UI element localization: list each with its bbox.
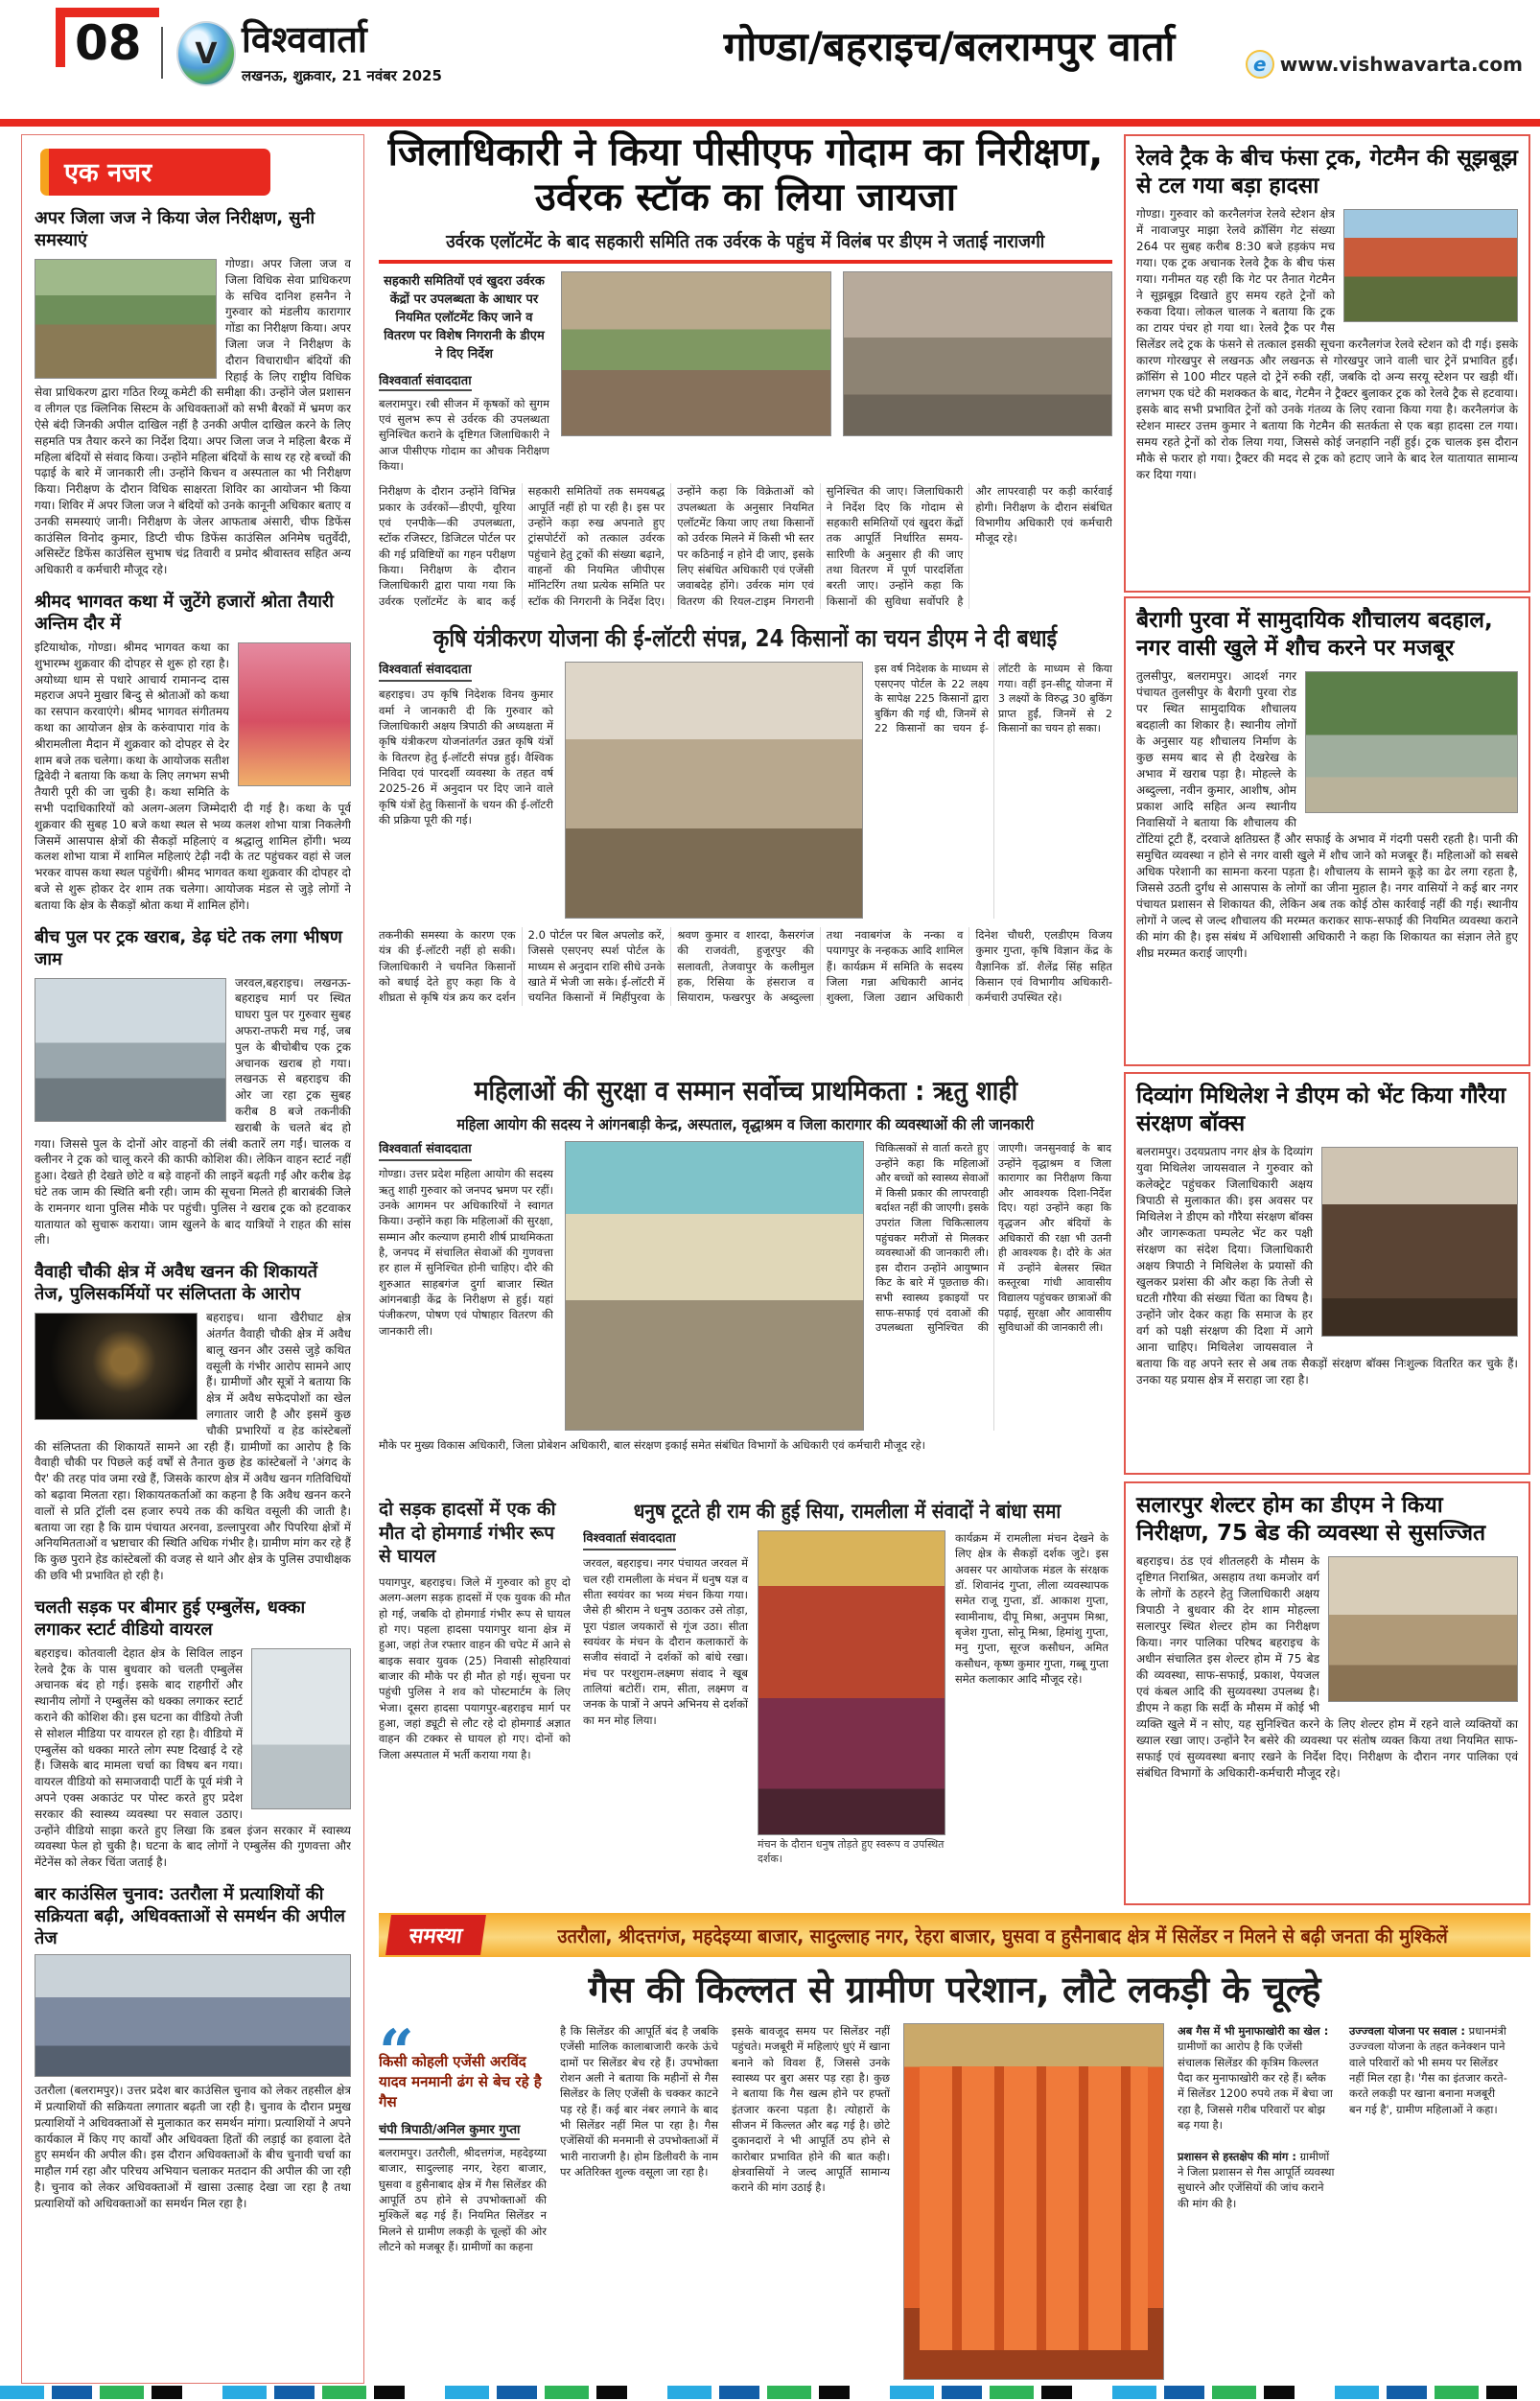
gas-block2-text: ग्रामीणों ने जिला प्रशासन से गैस आपूर्ति व्यवस्था सुधारने और एजेंसियों की जांच कराने की मांग की है।: [1178, 2149, 1335, 2210]
gas-quote: “ किसी कोहली एजेंसी अरविंद यादव मनमानी ढंग से बेच रहे है गैस: [379, 2023, 547, 2112]
paper-name: विश्ववार्ता: [242, 18, 367, 60]
photo-anganwadi-visit: [565, 1141, 864, 1431]
brief-body: इटियाथोक, गोण्डा। श्रीमद भागवत कथा का शुभारम्भ शुक्रवार की दोपहर से शुरू हो रहा है। अयोध्या धाम से पधारे आचार्य रामानन्द दास महराज अपने मुखार बिन्दु से श्रोताओं को कथा का रसपान करवाएंगे। श्रीमद भागवत संगीतमय कथा का आयोजन क्षेत्र के करुंवापारा गांव के श्रीरामलीला मैदान में शुक्रवार को दोपहर से देर शाम बजे तक चलेगा। कथा के आयोजक सतीश द्विवेदी ने बताया कि कथा के लिए लगभग सभी तैयारी पूरी की जा चुकी है। कथा समिति के सभी पदाधिकारियों को अलग-अलग जिम्मेदारी दी गई है। कथा के पूर्व शुक्रवार की सुबह 10 बजे कथा स्थल से भव्य कलश शोभा यात्रा निकलेगी जिसमें आसपास क्षेत्रों की सैकड़ों महिलाएं व श्रद्धालु शामिल होंगी। भव्य कलश शोभा यात्रा में शामिल महिलाएं टेढ़ी नदी के तट पहुंचकर वहां से जल भरकर वापस कथा स्थल पहुंचेंगी। श्रीमद भागवत कथा शुक्रवार की दोपहर दो बजे से शुरू होकर देर शाम तक चलेगा। आयोजक मंडल से जुड़े लोगों ने बताया कि क्षेत्र के सैकड़ों श्रोता कथा में शामिल होंगे।: [35, 641, 351, 912]
brief-bar-council: [35, 1883, 351, 2211]
photo-elottery-meeting: [565, 662, 863, 919]
page-number: 08: [56, 8, 159, 67]
brief-body: बहराइच। कोतवाली देहात क्षेत्र के सिविल लाइन रेलवे ट्रैक के पास बुधवार को चलती एम्बुलेंस अचानक बंद हो गई। इसके बाद राहगीरों और स्थानीय लोगों ने एम्बुलेंस को धक्का लगाकर स्टार्ट कराने की कोशिश की। इस घटना का वीडियो तेजी से सोशल मीडिया पर वायरल हो रहा है। वीडियो में एम्बुलेंस को धक्का मारते लोग स्पष्ट दिखाई दे रहे हैं। जिसके बाद मामला चर्चा का विषय बन गया। वायरल वीडियो को समाजवादी पार्टी के पूर्व मंत्री ने अपने एक्स अकाउंट पर पोस्ट करते हुए प्रदेश सरकार की स्वास्थ्य व्यवस्था पर सवाल उठाए। उन्होंने वीडियो साझा करते हुए लिखा कि डबल इंजन सरकार में स्वास्थ्य व्यवस्था फेल हो चुकी है। घटना के बाद लोगों ने एम्बुलेंस की गुणवत्ता और मेंटेनेंस को लेकर चिंता जताई है।: [35, 1645, 351, 1870]
railway-article: [1124, 134, 1530, 593]
mahila-right-columns: चिकित्सकों से वार्ता करते हुए उन्होंने कहा कि महिलाओं और बच्चों को स्वास्थ्य सेवाओं में किसी प्रकार की लापरवाही बर्दाश्त नहीं की जाएगी। इसके उपरांत जिला चिकित्सालय पहुंचकर मरीजों से मिलकर व्यवस्थाओं की जानकारी ली। इस दौरान उन्होंने आयुष्मान किट के बारे में पूछताछ की। सभी स्वास्थ्य इकाइयों पर साफ-सफाई एवं दवाओं की उपलब्धता सुनिश्चित की जाएगी। जनसुनवाई के बाद उन्होंने वृद्धाश्रम व जिला कारागार का निरीक्षण किया और आवश्यक दिशा-निर्देश दिए। यहां उन्होंने कहा कि वृद्धजन और बंदियों के अधिकारों की रक्षा भी उतनी ही आवश्यक है। दौरे के अंत में उन्होंने बेलसर स्थित कस्तूरबा गांधी आवासीय विद्यालय पहुंचकर छात्राओं की पढ़ाई, सुरक्षा और आवासीय सुविधाओं की जानकारी ली।: [875, 1142, 1111, 1335]
mahila-col1: गोण्डा। उत्तर प्रदेश महिला आयोग की सदस्य ऋतु शाही गुरुवार को जनपद भ्रमण पर रहीं। उनके आगमन पर अधिकारियों ने स्वागत किया। उन्होंने कहा कि महिलाओं की सुरक्षा, सम्मान और कल्याण हमारी शीर्ष प्राथमिकता है, जनपद में संचालित सेवाओं की गुणवत्ता हर हाल में सुनिश्चित होनी चाहिए। दौरे की शुरुआत साहबगंज दुर्गा बाजार स्थित आंगनबाड़ी केंद्र के निरीक्षण से हुई। यहां पंजीकरण, पोषण एवं पोषाहार वितरण की जानकारी ली।: [379, 1167, 553, 1338]
website-url: www.vishwavarta.com: [1279, 53, 1523, 76]
brief-heading: बार काउंसिल चुनाव: उतरौला में प्रत्याशियों की सक्रियता बढ़ी, अधिवक्ताओं से समर्थन की अपील तेज: [35, 1884, 345, 1949]
samasya-label: समस्या: [385, 1915, 486, 1955]
lead-intro: बलरामपुर। रबी सीजन में कृषकों को सुगम एवं सुलभ रूप से उर्वरक की उपलब्धता सुनिश्चित कराने के दृष्टिगत जिलाधिकारी ने आज पीसीएफ गोदाम का औचक निरीक्षण किया।: [379, 396, 549, 473]
brief-bridge-jam: [35, 926, 351, 1249]
mahila-byline: विश्ववार्ता संवाददाता: [379, 1141, 472, 1161]
shelter-headline: सलारपुर शेल्टर होम का डीएम ने किया निरीक्षण, 75 बेड की व्यवस्था से सुसज्जित: [1136, 1493, 1486, 1546]
gas-byline: चंपी त्रिपाठी/अनिल कुमार गुप्ता: [379, 2120, 520, 2140]
photo-shelter-home: [1328, 1556, 1518, 1702]
photo-jail-inspection: [35, 259, 217, 379]
ek-najar-column: [21, 134, 364, 2384]
edition-title: गोण्डा/बहराइच/बलरामपुर वार्ता: [723, 23, 1176, 70]
mahila-subhead: महिला आयोग की सदस्य ने आंगनबाड़ी केन्द्र, अस्पताल, वृद्धाश्रम व जिला कारागार की व्यवस्थाओं की ली जानकारी: [456, 1115, 1035, 1133]
accidents-body: पयागपुर, बहराइच। जिले में गुरुवार को हुए दो अलग-अलग सड़क हादसों में एक युवक की मौत हो गई, जबकि दो होमगार्ड गंभीर रूप से घायल हो गए। पहला हादसा पयागपुर थाना क्षेत्र में हुआ, जहां तेज रफ्तार वाहन की चपेट में आने से बाइक सवार युवक (25) निवासी सोहरियावां बाजार की मौके पर ही मौत हो गई। सूचना पर पहुंची पुलिस ने शव को पोस्टमार्टम के लिए भेजा। दूसरा हादसा पयागपुर-बहराइच मार्ग पर हुआ, जहां ड्यूटी से लौट रहे दो होमगार्ड अज्ञात वाहन की टक्कर से घायल हो गए। दोनों को जिला अस्पताल में भर्ती कराया गया है।: [379, 1575, 571, 1761]
shelter-article: [1124, 1481, 1530, 1905]
brief-heading: बीच पुल पर ट्रक खराब, डेढ़ घंटे तक लगा भीषण जाम: [35, 926, 342, 969]
divyang-headline: दिव्यांग मिथिलेश ने डीएम को भेंट किया गौरैया संरक्षण बॉक्स: [1136, 1084, 1506, 1136]
krishi-first-column: [379, 662, 553, 919]
brief-body: गोण्डा। अपर जिला जज व जिला विधिक सेवा प्राधिकरण के सचिव दानिश हसनैन ने गुरुवार को मंडलीय कारागार गोंडा का निरीक्षण किया। अपर जिला जज ने निरीक्षण के दौरान विचाराधीन बंदियों की रिहाई के लिए राष्ट्रीय विधिक सेवा प्राधिकरण द्वारा गठित रिव्यू कमेटी की समीक्षा की। उन्होंने जेल प्रशासन व लीगल एड क्लिनिक सिस्टम के अधिवक्ताओं को सभी बैरकों में भ्रमण कर ऐसे बंदी जिनकी अपील दाखिल नहीं है उनकी अपील दाखिल करने के लिए सहमति पत्र तैयार करने का निर्देश दिया। अपर जिला जज ने महिला बैरक में महिला बंदियों से संवाद किया। उन्होंने महिला बंदियों के साथ रह रहे बच्चों की पढ़ाई के बारे में जानकारी ली। उन्होंने किचन व अस्पताल का भी निरीक्षण किया। निरीक्षण के दौरान विधिक साक्षरता शिविर का आयोजन भी किया गया। शिविर में अपर जिला जज ने बंदियों को उनके कानूनी अधिकार बताए व उनकी समस्याएं जानी। निरीक्षण के जेलर आफताब अंसारी, चीफ डिफेंस काउंसिल विनोद कुमार, डिप्टी चीफ डिफेंस काउंसिल अनिमेष चतुर्वेदी, असिस्टेंट डिफेंस काउंसिल सुभाष चंद्र तिवारी व प्रमोद श्रीवास्तव सहित अन्य अधिकारी व कर्मचारी मौजूद रहे।: [35, 257, 351, 577]
ramleela-body-1: जरवल, बहराइच। नगर पंचायत जरवल में चल रही रामलीला के मंचन में धनुष यज्ञ व सीता स्वयंवर का भव्य मंचन किया गया। जैसे ही श्रीराम ने धनुष उठाकर उसे तोड़ा, पूरा पंडाल जयकारों से गूंज उठा। सीता स्वयंवर के मंचन के दौरान कलाकारों के सजीव संवादों ने दर्शकों को बांधे रखा। मंच पर परशुराम-लक्ष्मण संवाद ने खूब तालियां बटोरीं। राम, सीता, लक्ष्मण व जनक के पात्रों ने अपने अभिनय से दर्शकों का मन मोह लिया।: [583, 1556, 748, 1727]
gas-headline: गैस की किल्लत से ग्रामीण परेशान, लौटे लकड़ी के चूल्हे: [588, 1969, 1321, 2011]
gas-quote-column: [379, 2023, 547, 2380]
ramleela-body-2: कार्यक्रम में रामलीला मंचन देखने के लिए क्षेत्र के सैकड़ों दर्शक जुटे। इस अवसर पर आयोजक मंडल के संरक्षक डॉ. शिवानंद गुप्ता, लीला व्यवस्थापक समेत राजू गुप्ता, डॉ. आकाश गुप्ता, स्वामीनाथ, दीपू मिश्रा, अनुपम मिश्रा, बृजेश गुप्ता, सोनू मिश्रा, हिमांशु गुप्ता, मनु गुप्ता, सूरज कसौधन, अमित कसौधन, कृष्ण कुमार गुप्ता, गब्बू गुप्ता समेत कलाकार आदि मौजूद रहे।: [955, 1531, 1108, 1686]
samasya-band: [379, 1913, 1530, 1957]
krishi-headline: कृषि यंत्रीकरण योजना की ई-लॉटरी संपन्न, 24 किसानों का चयन डीएम ने दी बधाई: [433, 624, 1058, 652]
brief-heading: श्रीमद भागवत कथा में जुटेंगे हजारों श्रोता तैयारी अन्तिम दौर में: [35, 592, 334, 635]
mahila-headline: महिलाओं की सुरक्षा व सम्मान सर्वोच्च प्राथमिकता : ऋतु शाही: [474, 1075, 1017, 1107]
gas-col2: है कि सिलेंडर की आपूर्ति बंद है जबकि एजेंसी मालिक कालाबाजारी करके ऊंचे दामों पर सिलेंडर बेच रहे हैं। उपभोक्ता रोशन अली ने बताया कि महीनों से गैस सिलेंडर के लिए एजेंसी के चक्कर काटने पड़ रहे हैं। कई बार नंबर लगाने के बाद भी सिलेंडर नहीं मिल पा रहा है। गैस एजेंसियों की मनमानी से उपभोक्ताओं में भारी नाराजगी है। होम डिलीवरी के नाम पर अतिरिक्त शुल्क वसूला जा रहा है।: [560, 2024, 718, 2179]
gas-col1: बलरामपुर। उतरौली, श्रीदत्तगंज, महदेइय्या बाजार, सादुल्लाह नगर, रेहरा बाजार, घुसवा व हुसैनाबाद क्षेत्र में गैस सिलेंडर की आपूर्ति ठप होने से उपभोक्ताओं की मुश्किलें बढ़ गई हैं। नियमित सिलेंडर न मिलने से ग्रामीण लकड़ी के चूल्हों की ओर लौटने को मजबूर हैं। ग्रामीणों का कहना: [379, 2146, 547, 2253]
brief-illegal-mining: [35, 1261, 351, 1584]
brief-body: उतरौला (बलरामपुर)। उत्तर प्रदेश बार काउंसिल चुनाव को लेकर तहसील क्षेत्र में प्रत्याशियों की सक्रियता लगातार बढ़ती जा रही है। चुनाव के दौरान प्रमुख प्रत्याशियों ने अधिवक्ताओं से मुलाकात कर समर्थन मांगा। प्रत्याशियों ने अपने कार्यकाल में किए गए कार्यों और अधिवक्ता हितों की लड़ाई का हवाला देते हुए समर्थन की अपील की। इस दौरान अधिवक्ताओं के बीच चुनावी चर्चा का माहौल गर्म रहा और परिचय अभियान चलाकर मतदान की अपील की जा रही है। चुनाव को लेकर अधिवक्ताओं में खासा उत्साह देखा जा रहा है तथा प्रत्याशियों को अधिवक्ताओं का समर्थन मिल रहा है।: [35, 2084, 351, 2210]
ramleela-left-column: [583, 1530, 748, 1866]
photo-bridge-truck: [35, 978, 226, 1122]
lead-first-column: [379, 271, 549, 474]
header-divider: [161, 27, 163, 79]
gas-block2-label: प्रशासन से हस्तक्षेप की मांग :: [1178, 2149, 1296, 2163]
accidents-headline: दो सड़क हादसों में एक की मौत दो होमगार्ड गंभीर रूप से घायल: [379, 1499, 556, 1568]
website: [1246, 50, 1523, 79]
mahila-article: [379, 1072, 1112, 1492]
bairagi-article: [1124, 596, 1530, 1066]
photo-ramleela-stage: [758, 1530, 945, 1835]
ramleela-photo-block: [758, 1530, 945, 1866]
photo-night-mining: [35, 1313, 198, 1420]
footer-color-strip: [0, 2386, 1540, 2399]
samasya-text: उतरौला, श्रीदत्तगंज, महदेइय्या बाजार, सादुल्लाह नगर, रेहरा बाजार, घुसवा व हुसैनाबाद क्षेत्र में सिलेंडर न मिलने से बढ़ी जनता की मुश्किलें: [556, 1923, 1448, 1947]
divyang-body: बलरामपुर। उदयप्रताप नगर क्षेत्र के दिव्यांग युवा मिथिलेश जायसवाल ने गुरुवार को कलेक्ट्रेट पहुंचकर जिलाधिकारी अक्षय त्रिपाठी से मुलाकात की। इस अवसर पर मिथिलेश ने डीएम को गौरैया संरक्षण बॉक्स और जागरूकता पम्पलेट भेंट कर पक्षी संरक्षण का संदेश दिया। जिलाधिकारी अक्षय त्रिपाठी ने मिथिलेश के प्रयासों की खुलकर प्रशंसा की और कहा कि तेजी से घटती गौरैया की संख्या चिंता का विषय है। उन्होंने जोर देकर कहा कि समाज के हर वर्ग को पक्षी संरक्षण की दिशा में आगे आना चाहिए। मिथिलेश जायसवाल ने बताया कि वह अपने स्तर से अब तक सैकड़ों संरक्षण बॉक्स निःशुल्क वितरित कर चुके हैं। उनका यह प्रयास क्षेत्र में सराहा जा रहा है।: [1136, 1144, 1518, 1387]
bairagi-headline: बैरागी पुरवा में सामुदायिक शौचालय बदहाल, नगर वासी खुले में शौच करने पर मजबूर: [1136, 608, 1493, 661]
bairagi-body: तुलसीपुर, बलरामपुर। आदर्श नगर पंचायत तुलसीपुर के बैरागी पुरवा रोड पर स्थित सामुदायिक शौचालय बदहाली का शिकार है। स्थानीय लोगों के अनुसार यह शौचालय निर्माण के कुछ समय बाद से ही देखरेख के अभाव में खराब पड़ा है। मोहल्ले के अब्दुल्ला, नवीन कुमार, आशीष, ओम प्रकाश आदि सहित अन्य स्थानीय निवासियों ने बताया कि शौचालय की टोंटियां टूटी हैं, दरवाजे क्षतिग्रस्त हैं और सफाई के अभाव में गंदगी पसरी रहती है। पानी की समुचित व्यवस्था न होने से नगर वासी खुले में शौच जाने को मजबूर हैं। महिलाओं को सबसे अधिक परेशानी का सामना करना पड़ता है। शौचालय के सामने कूड़े का ढेर लगा रहता है, जिससे उठती दुर्गंध से आसपास के लोगों का जीना मुहाल है। नगर वासियों ने कई बार नगर पंचायत प्रशासन से शिकायत की, लेकिन अब तक कोई ठोस कार्रवाई नहीं की गई। स्थानीय लोगों ने जल्द से जल्द शौचालय की मरम्मत कराकर साफ-सफाई की नियमित व्यवस्था कराने की मांग की है। इस संबंध में अधिशासी अधिकारी ने कहा कि शिकायत का संज्ञान लेते हुए शीघ्र मरम्मत कराई जाएगी।: [1136, 668, 1518, 961]
ramleela-article: [583, 1498, 1112, 1907]
brief-heading: अपर जिला जज ने किया जेल निरीक्षण, सुनी समस्याएं: [35, 208, 315, 251]
photo-gas-cylinders: [903, 2023, 1164, 2380]
gas-block1-label: अब गैस में भी मुनाफाखोरी का खेल :: [1178, 2024, 1329, 2038]
gas-article: [379, 1964, 1530, 2382]
lead-subhead: उर्वरक एलॉटमेंट के बाद सहकारी समिति तक उर्वरक के पहुंच में विलंब पर डीएम ने जताई नाराजगी: [446, 231, 1045, 253]
photo-godown-inspection-1: [561, 271, 831, 436]
brief-heading: वैवाही चौकी क्षेत्र में अवैध खनन की शिकायतें तेज, पुलिसकर्मियों पर संलिप्तता के आरोप: [35, 1262, 318, 1305]
gas-col3: इसके बावजूद समय पर सिलेंडर नहीं पहुंचते। मजबूरी में महिलाएं धुएं में खाना बनाने को विवश हैं, जिससे उनके स्वास्थ्य पर बुरा असर पड़ रहा है। कुछ ने बताया कि गैस खत्म होने पर हफ्तों इंतजार करना पड़ता है। त्योहारों के सीजन में किल्लत और बढ़ गई है। छोटे दुकानदारों ने भी आपूर्ति ठप होने से कारोबार प्रभावित होने की बात कही। क्षेत्रवासियों ने जल्द आपूर्ति सामान्य कराने की मांग उठाई है।: [732, 2024, 890, 2195]
ek-najar-badge: एक नजर: [40, 149, 270, 196]
brief-body: बहराइच। थाना खैरीघाट क्षेत्र अंतर्गत वैवाही चौकी क्षेत्र में अवैध बालू खनन और उससे जुड़े कथित वसूली के गंभीर आरोप सामने आए हैं। ग्रामीणों और सूत्रों ने बताया कि क्षेत्र में अवैध सफेदपोशों का खेल लगातार जारी है और इसमें कुछ चौकी प्रभारियों व हेड कांस्टेबलों की संलिप्तता की शिकायतें सामने आ रही हैं। ग्रामीणों का आरोप है कि वैवाही चौकी पर पिछले कई वर्षों से तैनात कुछ हेड कांस्टेबलों ने 'अंगद के पैर' की तरह पांव जमा रखे हैं, जिसके कारण क्षेत्र में अवैध खनन गतिविधियों को बढ़ावा मिलता रहा। शिकायतकर्ताओं का कहना है कि अवैध खनन करने वालों से प्रति ट्रॉली दस हजार रुपये तक की कथित वसूली की जाती है। बताया जा रहा है कि ग्राम पंचायत अरनवा, डल्लापुरवा और पिपरिया क्षेत्रों में अनियमितताओं व भ्रष्टाचार की स्थिति अधिक गंभीर है। ग्रामीण मांग कर रहे हैं कि कुछ पुराने हेड कांस्टेबलों की वजह से थाने और क्षेत्र के पुलिस उपाधीक्षक की छवि भी प्रभावित हो रही है।: [35, 1311, 351, 1583]
krishi-bottom-columns: तकनीकी समस्या के कारण एक यंत्र की ई-लॉटरी नहीं हो सकी। जिलाधिकारी ने चयनित किसानों को बधाई देते हुए कहा कि वे शीघ्रता से कृषि यंत्र क्रय कर दर्शन 2.0 पोर्टल पर बिल अपलोड करें, जिससे एसएनए स्पर्श पोर्टल के माध्यम से अनुदान राशि सीधे उनके खाते में भेजी जा सके। ई-लॉटरी में चयनित किसानों में मिहींपुरवा के श्रवण कुमार व शारदा, कैसरगंज की राजवंती, हुजूरपुर की सलावती, तेजवापुर के कलीमुल हक, रिसिया के हंसराज व सियाराम, फखरपुर के अब्दुल्ला तथा नवाबगंज के नन्का व पयागपुर के नन्हकऊ आदि शामिल हैं। कार्यक्रम में समिति के सदस्य जिला गन्ना अधिकारी आनंद शुक्ला, जिला उद्यान अधिकारी दिनेश चौधरी, एलडीएम विजय कुमार गुप्ता, कृषि विज्ञान केंद्र के वैज्ञानिक डॉ. शैलेंद्र सिंह सहित किसान एवं विभागीय अधिकारी-कर्मचारी उपस्थित रहे।: [379, 928, 1112, 1005]
krishi-byline: विश्ववार्ता संवाददाता: [379, 662, 472, 682]
photo-sparrow-box-gift: [1321, 1147, 1518, 1337]
subhead-rule: [379, 260, 1112, 264]
accidents-article: [379, 1498, 571, 1907]
lead-body: निरीक्षण के दौरान उन्होंने विभिन्न प्रकार के उर्वरकों—डीएपी, यूरिया एवं एनपीके—की उपलब्धता, स्टॉक रजिस्टर, डिजिटल पोर्टल पर की गई प्रविष्टियों का गहन परीक्षण किया। निरीक्षण के दौरान जिलाधिकारी द्वारा पाया गया कि उर्वरक एलॉटमेंट के बाद कई सहकारी समितियों तक समयबद्ध आपूर्ति नहीं हो पा रही है। इस पर उन्होंने कड़ा रुख अपनाते हुए ट्रांसपोर्टरों को तत्काल उर्वरक पहुंचाने हेतु ट्रकों की संख्या बढ़ाने, वाहनों की नियमित जीपीएस मॉनिटरिंग तथा प्रत्येक समिति पर स्टॉक की निगरानी के निर्देश दिए। उन्होंने कहा कि विक्रेताओं को उपलब्धता के अनुसार नियमित एलॉटमेंट किया जाए तथा किसानों को उर्वरक मिलने में किसी भी स्तर पर कठिनाई न होने दी जाए, इसके लिए संबंधित अधिकारी एवं एजेंसी जवाबदेह होंगे। उर्वरक मांग एवं वितरण की रियल-टाइम निगरानी सुनिश्चित की जाए। जिलाधिकारी ने निर्देश दिए कि गोदाम से सहकारी समितियों एवं खुदरा केंद्रों तक आपूर्ति निर्धारित समय-सारिणी के अनुसार ही की जाए तथा वितरण में पूर्ण पारदर्शिता बरती जाए। उन्होंने कहा कि किसानों की सुविधा सर्वोपरि है और लापरवाही पर कड़ी कार्रवाई होगी। निरीक्षण के दौरान संबंधित विभागीय अधिकारी एवं कर्मचारी मौजूद रहे।: [379, 484, 1112, 608]
mahila-first-column: [379, 1141, 553, 1431]
photo-godown-inspection-2: [843, 271, 1113, 436]
railway-headline: रेलवे ट्रैक के बीच फंसा ट्रक, गेटमैन की सूझबूझ से टल गया बड़ा हादसा: [1136, 146, 1518, 198]
lead-article: [379, 130, 1112, 615]
masthead: [242, 18, 442, 85]
ramleela-byline: विश्ववार्ता संवाददाता: [583, 1530, 676, 1550]
divyang-article: [1124, 1072, 1530, 1475]
krishi-article: [379, 621, 1112, 1067]
photo-advocates-group: [35, 1954, 351, 2077]
brief-bhagwat-katha: [35, 591, 351, 914]
dateline: लखनऊ, शुक्रवार, 21 नवंबर 2025: [242, 67, 442, 84]
gas-block1-text: ग्रामीणों का आरोप है कि एजेंसी संचालक सिलेंडर की कृत्रिम किल्लत पैदा कर मुनाफाखोरी कर रहे हैं। ब्लैक में सिलेंडर 1200 रुपये तक में बेचा जा रहा है, जिससे गरीब परिवारों पर बोझ बढ़ गया है।: [1178, 2040, 1333, 2132]
railway-body: गोण्डा। गुरुवार को करनैलगंज रेलवे स्टेशन क्षेत्र में नावाजपुर माझा रेलवे क्रॉसिंग गेट संख्या 264 पर सुबह करीब 8:30 बजे हड़कंप मच गया। एक ट्रक अचानक रेलवे ट्रैक के बीच फंस गया। गनीमत यह रही कि गेट पर तैनात गेटमैन ने सूझबूझ दिखाते हुए समय रहते ट्रेनों को रुकवा दिया। लोकल चालक ने बताया कि ट्रक का टायर पंचर हो गया था। रेलवे ट्रैक पर गैस सिलेंडर लदे ट्रक के फंसने से तत्काल इसकी सूचना करनैलगंज रेलवे स्टेशन को दी गई। इसके कारण गोरखपुर से लखनऊ और लखनऊ से गोरखपुर जाने वाली चार ट्रेनें प्रभावित हुईं। क्रॉसिंग से 100 मीटर पहले दो ट्रेनें रुकी रहीं, जबकि दो अन्य सरयू स्टेशन पर खड़ी थीं। लगभग एक घंटे की मशक्कत के बाद, गेटमैन ने ट्रैक्टर बुलाकर ट्रक को रेलवे ट्रैक से हटवाया। इसके बाद सभी प्रभावित ट्रेनों को उनके गंतव्य के लिए रवाना किया गया है। करनैलगंज के स्टेशन मास्टर उत्तम कुमार ने बताया कि गेटमैन की सतर्कता से एक बड़ा हादसा टल गया। समय रहते ट्रेनों को रोक लिया गया, जिससे कोई जनहानि नहीं हुई। ट्रक चालक इस दौरान मौके से फरार हो गया। ट्रैक्टर की मदद से ट्रक को हटाए जाने के बाद रेल यातायात सामान्य कर दिया गया।: [1136, 206, 1518, 481]
ramleela-headline: धनुष टूटते ही राम की हुई सिया, रामलीला में संवादों ने बांधा समा: [634, 1500, 1062, 1523]
photo-ambulance: [251, 1648, 351, 1809]
photo-community-toilet: [1305, 671, 1518, 813]
gas-col4: [1178, 2023, 1336, 2380]
ramleela-right-column: [955, 1530, 1108, 1866]
browser-icon: e: [1246, 50, 1274, 79]
gas-block3-text: प्रधानमंत्री उज्ज्वला योजना के तहत कनेक्शन पाने वाले परिवारों को भी समय पर सिलेंडर नहीं मिल रहा है। 'गैस का इंतजार करते-करते लकड़ी पर खाना बनाना मजबूरी बन गई है', ग्रामीण महिलाओं ने कहा।: [1349, 2024, 1507, 2116]
brief-heading: चलती सड़क पर बीमार हुई एम्बुलेंस, धक्का लगाकर स्टार्ट वीडियो वायरल: [35, 1597, 306, 1640]
photo-katha-decor: [238, 642, 351, 786]
krishi-right-columns: इस वर्ष निदेशक के माध्यम से एसएनए पोर्टल के 22 लक्ष्य के सापेक्ष 225 किसानों द्वारा बुकिंग की गई थी, जिनमें से 22 किसानों का चयन ई-लॉटरी के माध्यम से किया गया। वहीं इन-सीटू योजना में 3 लक्ष्यों के विरुद्ध 30 बुकिंग प्राप्त हुईं, जिनमें से 2 किसानों का चयन हो सका।: [875, 663, 1112, 735]
ramleela-caption: मंचन के दौरान धनुष तोड़ते हुए स्वरूप व उपस्थित दर्शक।: [758, 1838, 945, 1865]
header-rule: [0, 119, 1540, 127]
shelter-body: बहराइच। ठंड एवं शीतलहरी के मौसम के दृष्टिगत निराश्रित, असहाय तथा कमजोर वर्ग के लोगों के ठहरने हेतु जिलाधिकारी अक्षय त्रिपाठी ने बुधवार की देर शाम मोहल्ला सलारपुर स्थित शेल्टर होम का निरीक्षण किया। नगर पालिका परिषद बहराइच के अधीन संचालित इस शेल्टर होम में 75 बेड की व्यवस्था, साफ-सफाई, प्रकाश, पेयजल एवं कंबल आदि की सुव्यवस्था उपलब्ध है। डीएम ने कहा कि सर्दी के मौसम में कोई भी व्यक्ति खुले में न सोए, यह सुनिश्चित करने के लिए शेल्टर होम में रहने वाले व्यक्तियों का ख्याल रखा जाए। उन्होंने रैन बसेरे की व्यवस्था पर संतोष व्यक्त किया तथा नियमित साफ-सफाई एवं सुव्यवस्था बनाए रखने के निर्देश दिए। निरीक्षण के दौरान नगर पालिका एवं संबंधित विभागों के अधिकारी-कर्मचारी मौजूद रहे।: [1136, 1553, 1518, 1780]
brief-ambulance-viral: [35, 1597, 351, 1871]
logo-letter: V: [195, 36, 218, 71]
brief-jail-inspection: [35, 207, 351, 578]
brief-body: जरवल,बहराइच। लखनऊ-बहराइच मार्ग पर स्थित घाघरा पुल पर गुरुवार सुबह अफरा-तफरी मच गई, जब पुल के बीचोबीच एक ट्रक अचानक खराब हो गया। लखनऊ से बहराइच की ओर जा रहा ट्रक सुबह करीब 8 बजे तकनीकी खराबी के चलते बंद हो गया। जिससे पुल के दोनों ओर वाहनों की लंबी कतारें लग गईं। चालक व क्लीनर ने ट्रक को चालू करने की काफी कोशिश की। लेकिन वाहन स्टार्ट नहीं हुआ। देखते ही देखते छोटे व बड़े वाहनों की लाइनें बढ़ती गईं और करीब डेढ़ घंटे तक जाम की स्थिति बनी रही। जाम की सूचना मिलते ही बाराबंकी जिले के रामनगर थाना पुलिस मौके पर पहुंची। पुलिस ने खराब ट्रक को हटवाकर यातायात को सुचारू कराया। जाम खुलने के बाद यात्रियों ने राहत की सांस ली।: [35, 975, 351, 1247]
lead-standfirst: सहकारी समितियों एवं खुदरा उर्वरक केंद्रों पर उपलब्धता के आधार पर नियमित एलॉटमेंट किए जाने व वितरण पर विशेष निगरानी के डीएम ने दिए निर्देश: [384, 274, 545, 361]
mahila-footer: मौके पर मुख्य विकास अधिकारी, जिला प्रोबेशन अधिकारी, बाल संरक्षण इकाई समेत संबंधित विभागों के अधिकारी एवं कर्मचारी मौजूद रहे।: [379, 1438, 925, 1452]
globe-logo-icon: [176, 21, 236, 86]
gas-block3-label: उज्ज्वला योजना पर सवाल :: [1349, 2024, 1465, 2038]
lead-headline: जिलाधिकारी ने किया पीसीएफ गोदाम का निरीक्षण, उर्वरक स्टॉक का लिया जायजा: [387, 130, 1104, 221]
krishi-intro: बहराइच। उप कृषि निदेशक विनय कुमार वर्मा ने जानकारी दी कि गुरुवार को जिलाधिकारी अक्षय त्रिपाठी की अध्यक्षता में कृषि यंत्रीकरण योजनांतर्गत उन्नत कृषि यंत्रों के वितरण हेतु ई-लॉटरी संपन्न हुई। वैश्विक निविदा एवं पारदर्शी व्यवस्था के तहत वर्ष 2025-26 में अनुदान पर दिए जाने वाले कृषि यंत्रों हेतु किसानों के चयन की ई-लॉटरी की प्रक्रिया पूरी की गई।: [379, 688, 553, 828]
gas-col5: [1349, 2023, 1507, 2380]
photo-truck-on-track: [1343, 209, 1518, 322]
lead-byline: विश्ववार्ता संवाददाता: [379, 371, 472, 391]
